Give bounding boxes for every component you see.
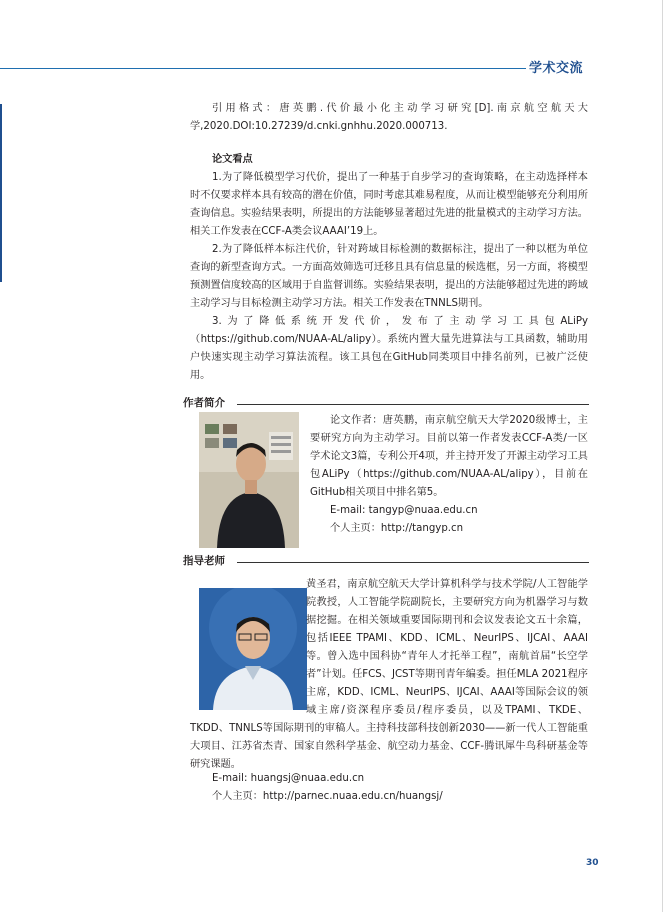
author-photo — [199, 412, 299, 548]
view-item-2: 2.为了降低样本标注代价，针对跨域目标检测的数据标注，提出了一种以框为单位查询的新型查询方式。一方面高效筛选可迁移且具有信息量的候选框，另一方面，将模型预测置信度较高的区域用于自监督训练。实验结果表明，提出的方法能够超过先进的跨域主动学习与目标检测主动学习方法。相关工作发表在TNNLS期刊。 — [190, 244, 588, 309]
view-item-1: 1.为了降低模型学习代价，提出了一种基于自步学习的查询策略，在主动选择样本时不仅要求样本具有较高的潜在价值，同时考虑其难易程度，从而让模型能够充分利用所查询信息。实验结果表明，所提出的方法能够显著超过先进的批量模式的主动学习方法。相关工作发表在CCF-A类会议AAAI’19上。 — [190, 172, 588, 237]
author-section-label: 作者简介 — [183, 397, 225, 409]
author-email: E-mail: tangyp@nuaa.edu.cn — [330, 505, 478, 516]
advisor-email: E-mail: huangsj@nuaa.edu.cn — [212, 773, 365, 784]
section-title: 学术交流 — [529, 61, 584, 76]
margin-accent-bar — [0, 104, 2, 282]
advisor-section-rule — [237, 562, 589, 563]
author-photo-image — [199, 412, 299, 548]
advisor-homepage: 个人主页：http://parnec.nuaa.edu.cn/huangsj/ — [212, 791, 443, 802]
header-rule — [0, 68, 526, 69]
advisor-bio: 黄圣君，南京航空航天大学计算机科学与技术学院/人工智能学院教授，人工智能学院副院长，主要研究方向为机器学习与数据挖掘。在相关领域重要国际期刊和会议发表论文五十余篇，包括IEEE TPAMI、KDD、ICML、NeurIPS、IJCAI、AAAI等。曾入选中国科协“青年人才托举工程”，南航首届“长空学者”计划。任FCS、JCST等期刊青年编委。担任MLA 2021程序主席，KDD、ICML、NeurIPS、IJCAI、AAAI等国际会议的领域主席/资深程序委员/程序委员，以及TPAMI、TKDE、TKDD、TNNLS等国际期刊的审稿人。主持科技部科技创新2030——新一代人工智能重大项目、江苏省杰青、国家自然科学基金、航空动力基金、CCF-腾讯犀牛鸟科研基金等研究课题。 — [190, 576, 588, 774]
page-number: 30 — [586, 858, 599, 868]
author-section-rule — [237, 404, 589, 405]
page-edge — [662, 0, 663, 912]
view-item-3: 3.为了降低系统开发代价，发布了主动学习工具包ALiPy（https://github.com/NUAA-AL/alipy）。系统内置大量先进算法与工具函数，辅助用户快速实现主动学习算法流程。该工具包在GitHub同类项目中排名前列，已被广泛使用。 — [190, 316, 588, 381]
author-bio: 论文作者：唐英鹏，南京航空航天大学2020级博士，主要研究方向为主动学习。目前以第一作者发表CCF-A类/一区学术论文3篇，专利公开4项，并主持开发了开源主动学习工具包ALiPy（https://github.com/NUAA-AL/alipy），目前在GitHub相关项目中排名第5。 — [310, 415, 588, 498]
author-homepage: 个人主页：http://tangyp.cn — [330, 523, 464, 534]
advisor-section-label: 指导老师 — [183, 555, 225, 567]
views-heading: 论文看点 — [212, 154, 253, 165]
citation-text: 引用格式：唐英鹏.代价最小化主动学习研究[D].南京航空航天大学,2020.DOI:10.27239/d.cnki.gnhhu.2020.000713. — [190, 103, 588, 132]
advisor-photo-spacer — [190, 576, 306, 720]
